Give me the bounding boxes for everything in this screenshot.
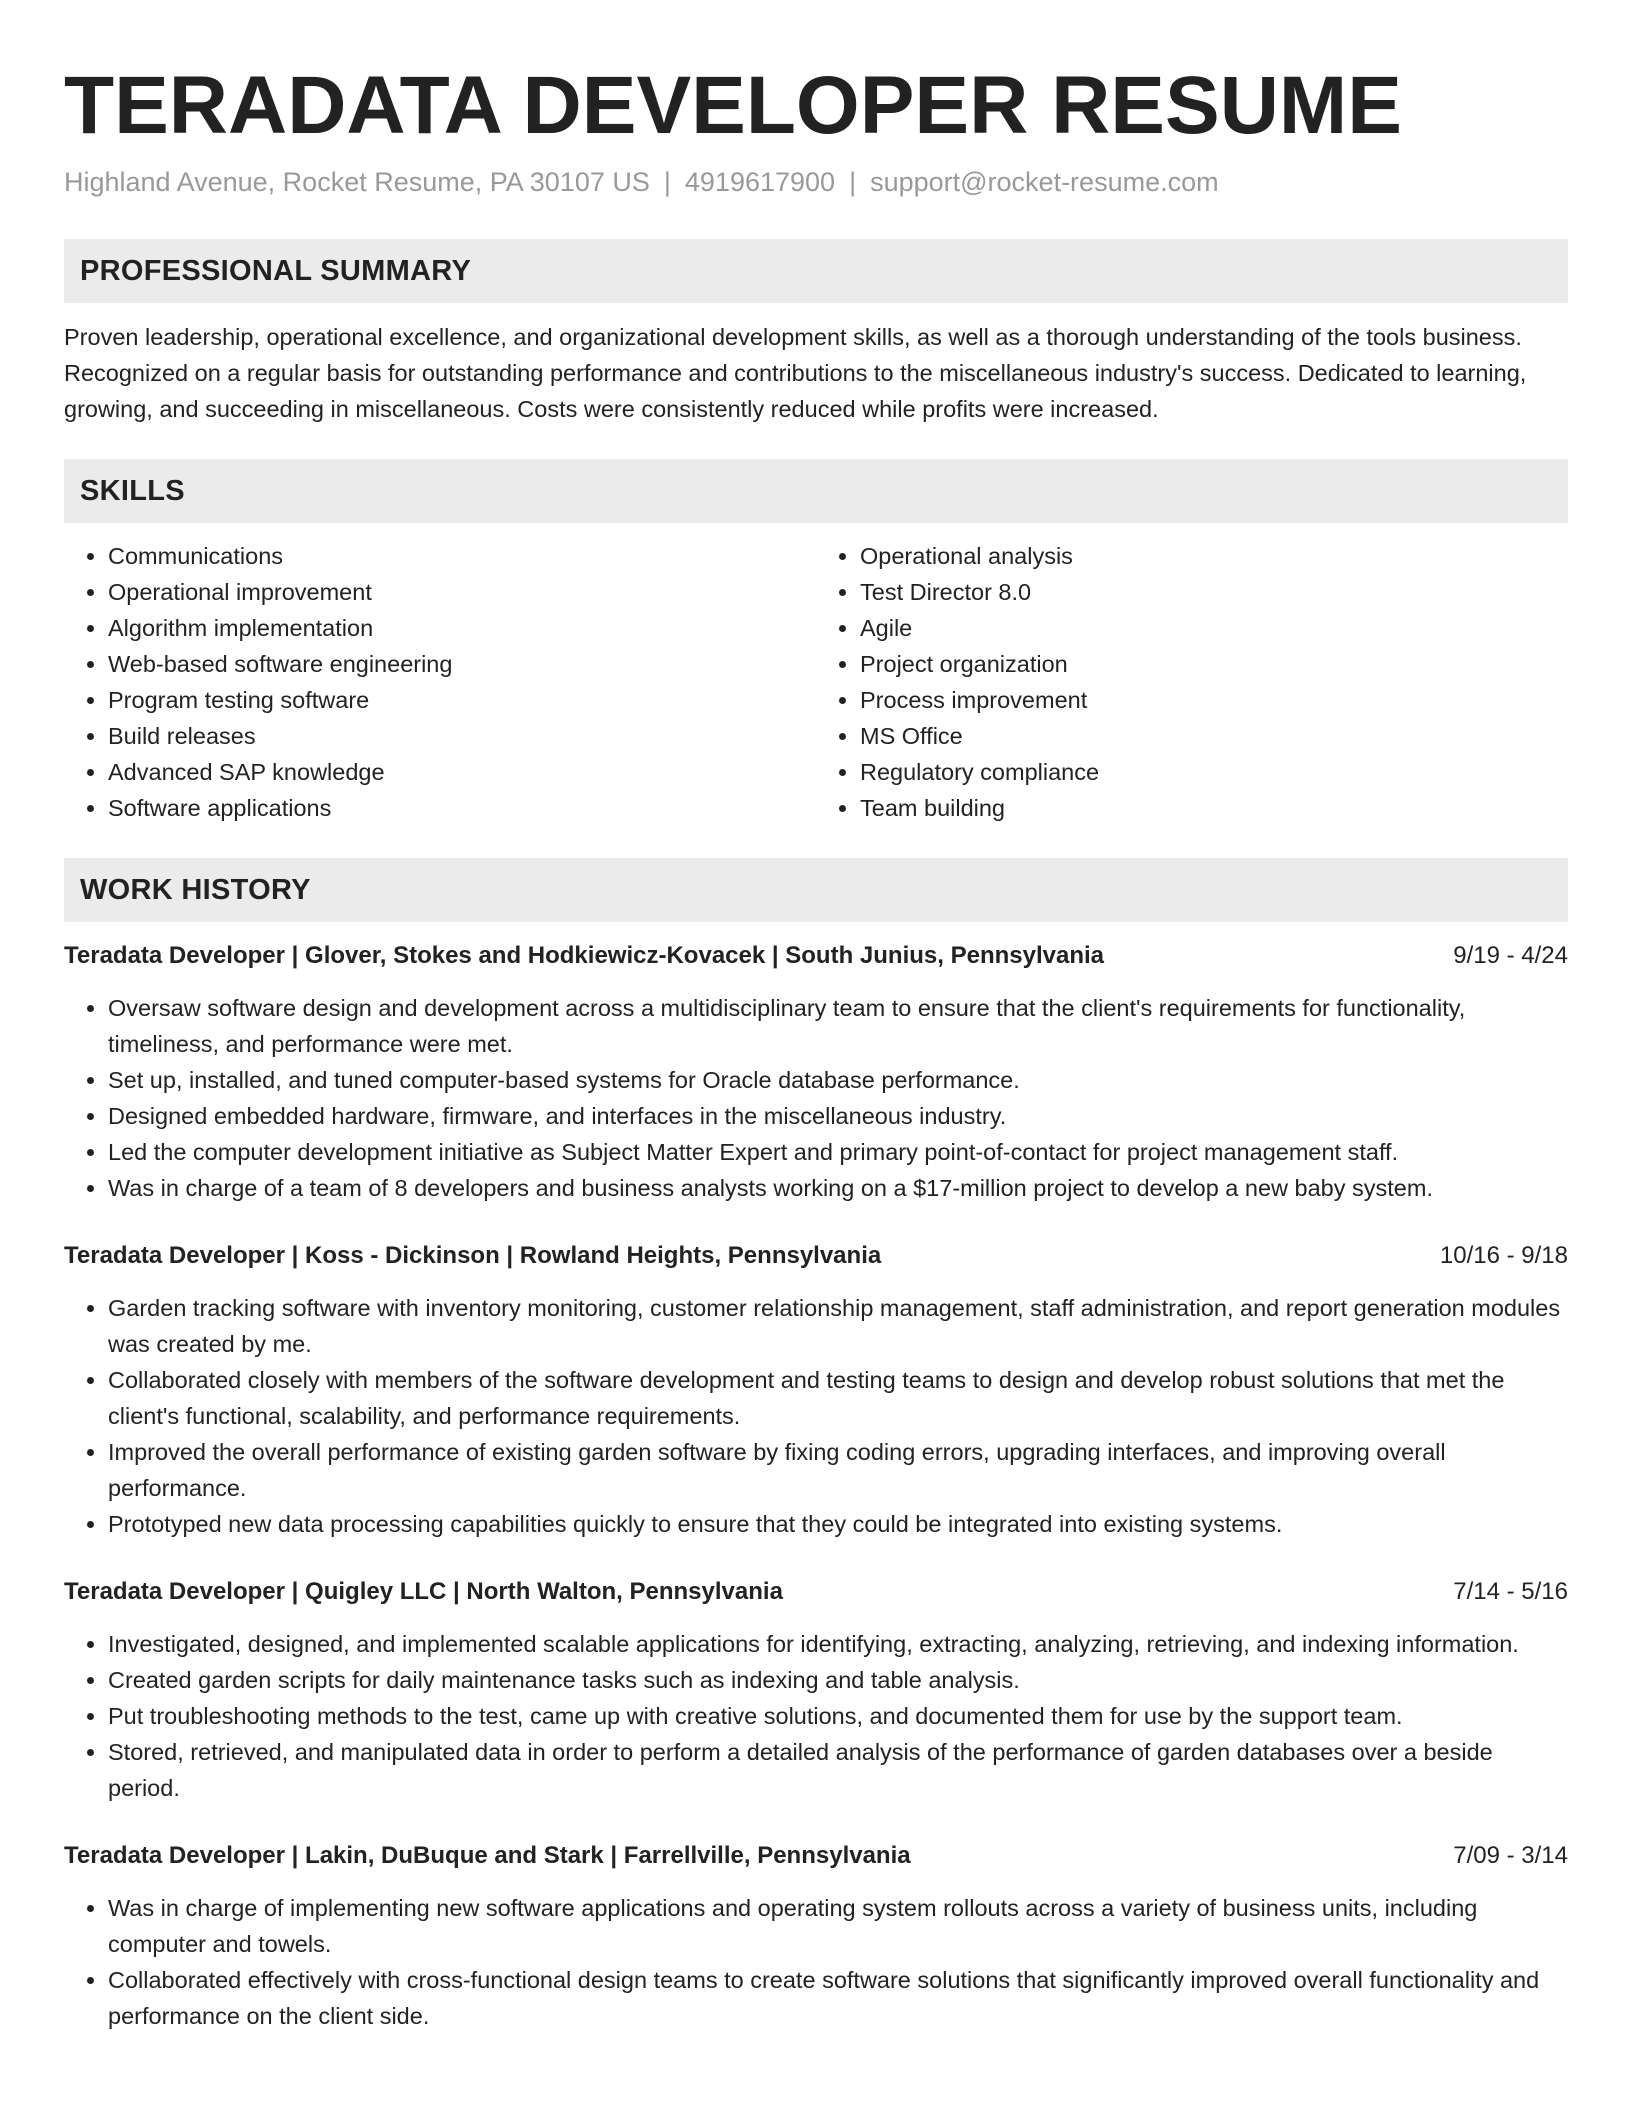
skill-item: • Algorithm implementation bbox=[108, 610, 816, 646]
job-dates: 9/19 - 4/24 bbox=[1453, 942, 1568, 969]
job-bullet: • Stored, retrieved, and manipulated data in order to perform a detailed analysis of the performance of garden databases over a beside period. bbox=[108, 1734, 1568, 1806]
job-bullet: • Collaborated closely with members of the software development and testing teams to design and develop robust solutions that met the client's functional, scalability, and performance requirements. bbox=[108, 1362, 1568, 1434]
job-dates: 7/09 - 3/14 bbox=[1453, 1842, 1568, 1869]
job-bullet: • Was in charge of a team of 8 developers and business analysts working on a $17-million project to develop a new baby system. bbox=[108, 1170, 1568, 1206]
skill-item: • Operational improvement bbox=[108, 574, 816, 610]
job-bullet: • Collaborated effectively with cross-functional design teams to create software solutions that significantly improved overall functionality and performance on the client side. bbox=[108, 1962, 1568, 2034]
work-history-heading: WORK HISTORY bbox=[64, 858, 1568, 922]
contact-line bbox=[64, 164, 1568, 200]
skill-item: • Process improvement bbox=[860, 682, 1568, 718]
job-title: Teradata Developer | Koss - Dickinson | Rowland Heights, Pennsylvania bbox=[64, 1242, 882, 1269]
skill-item: • Agile bbox=[860, 610, 1568, 646]
job-bullet: • Oversaw software design and development across a multidisciplinary team to ensure that the client's requirements for functionality, timeliness, and performance were met. bbox=[108, 990, 1568, 1062]
job-header bbox=[64, 1238, 1568, 1274]
skill-item: • Web-based software engineering bbox=[108, 646, 816, 682]
skills-left-column bbox=[64, 538, 816, 826]
job-bullet: • Set up, installed, and tuned computer-based systems for Oracle database performance. bbox=[108, 1062, 1568, 1098]
job-bullet: • Led the computer development initiative as Subject Matter Expert and primary point-of-contact for project management staff. bbox=[108, 1134, 1568, 1170]
job-title: Teradata Developer | Quigley LLC | North Walton, Pennsylvania bbox=[64, 1578, 783, 1605]
resume-title: TERADATA DEVELOPER RESUME bbox=[64, 60, 1402, 151]
job-bullet: • Designed embedded hardware, firmware, and interfaces in the miscellaneous industry. bbox=[108, 1098, 1568, 1134]
job-bullet: • Garden tracking software with inventory monitoring, customer relationship management, staff administration, and report generation modules was created by me. bbox=[108, 1290, 1568, 1362]
job-header bbox=[64, 1574, 1568, 1610]
skill-item: • Advanced SAP knowledge bbox=[108, 754, 816, 790]
skill-item: • Test Director 8.0 bbox=[860, 574, 1568, 610]
job-bullet: • Put troubleshooting methods to the test, came up with creative solutions, and documented them for use by the support team. bbox=[108, 1698, 1568, 1734]
job-bullet: • Improved the overall performance of existing garden software by fixing coding errors, upgrading interfaces, and improving overall performance. bbox=[108, 1434, 1568, 1506]
skill-item: • Project organization bbox=[860, 646, 1568, 682]
job-dates: 10/16 - 9/18 bbox=[1439, 1242, 1568, 1269]
contact-email: support@rocket-resume.com bbox=[870, 167, 1219, 197]
job-header bbox=[64, 1838, 1568, 1874]
skill-item: • Software applications bbox=[108, 790, 816, 826]
job-bullet: • Was in charge of implementing new software applications and operating system rollouts across a variety of business units, including computer and towels. bbox=[108, 1890, 1568, 1962]
job-dates: 7/14 - 5/16 bbox=[1453, 1578, 1568, 1605]
skill-item: • Build releases bbox=[108, 718, 816, 754]
job-title: Teradata Developer | Lakin, DuBuque and Stark | Farrellville, Pennsylvania bbox=[64, 1842, 911, 1869]
job-title: Teradata Developer | Glover, Stokes and Hodkiewicz-Kovacek | South Junius, Pennsylvania bbox=[64, 942, 1104, 969]
skills-heading: SKILLS bbox=[64, 459, 1568, 523]
skills-right-column bbox=[816, 538, 1568, 826]
skill-item: • Team building bbox=[860, 790, 1568, 826]
skill-item: • Communications bbox=[108, 538, 816, 574]
contact-separator: | bbox=[849, 167, 857, 197]
contact-separator: | bbox=[663, 167, 671, 197]
summary-heading: PROFESSIONAL SUMMARY bbox=[64, 239, 1568, 303]
job-bullets bbox=[64, 1626, 1568, 1806]
summary-text: Proven leadership, operational excellence, and organizational development skills, as well as a thorough understanding of the tools business. Recognized on a regular basis for outstanding performance and contributions to the miscellaneous industry's success. Dedicated to learning, growing, and succeeding in miscellaneous. Costs were consistently reduced while profits were increased. bbox=[64, 324, 1527, 422]
contact-address: Highland Avenue, Rocket Resume, PA 30107 US bbox=[64, 167, 650, 197]
resume-page bbox=[64, 0, 1568, 2034]
skill-item: • Program testing software bbox=[108, 682, 816, 718]
skill-item: • Regulatory compliance bbox=[860, 754, 1568, 790]
job-bullet: • Created garden scripts for daily maintenance tasks such as indexing and table analysis. bbox=[108, 1662, 1568, 1698]
job-bullet: • Investigated, designed, and implemented scalable applications for identifying, extracting, analyzing, retrieving, and indexing information. bbox=[108, 1626, 1568, 1662]
job-bullets bbox=[64, 1290, 1568, 1542]
job-bullets bbox=[64, 990, 1568, 1206]
job-bullets bbox=[64, 1890, 1568, 2034]
contact-phone: 4919617900 bbox=[684, 167, 836, 197]
job-header bbox=[64, 938, 1568, 974]
skill-item: • Operational analysis bbox=[860, 538, 1568, 574]
job-bullet: • Prototyped new data processing capabilities quickly to ensure that they could be integrated into existing systems. bbox=[108, 1506, 1568, 1542]
skills-grid bbox=[64, 538, 1568, 826]
skill-item: • MS Office bbox=[860, 718, 1568, 754]
